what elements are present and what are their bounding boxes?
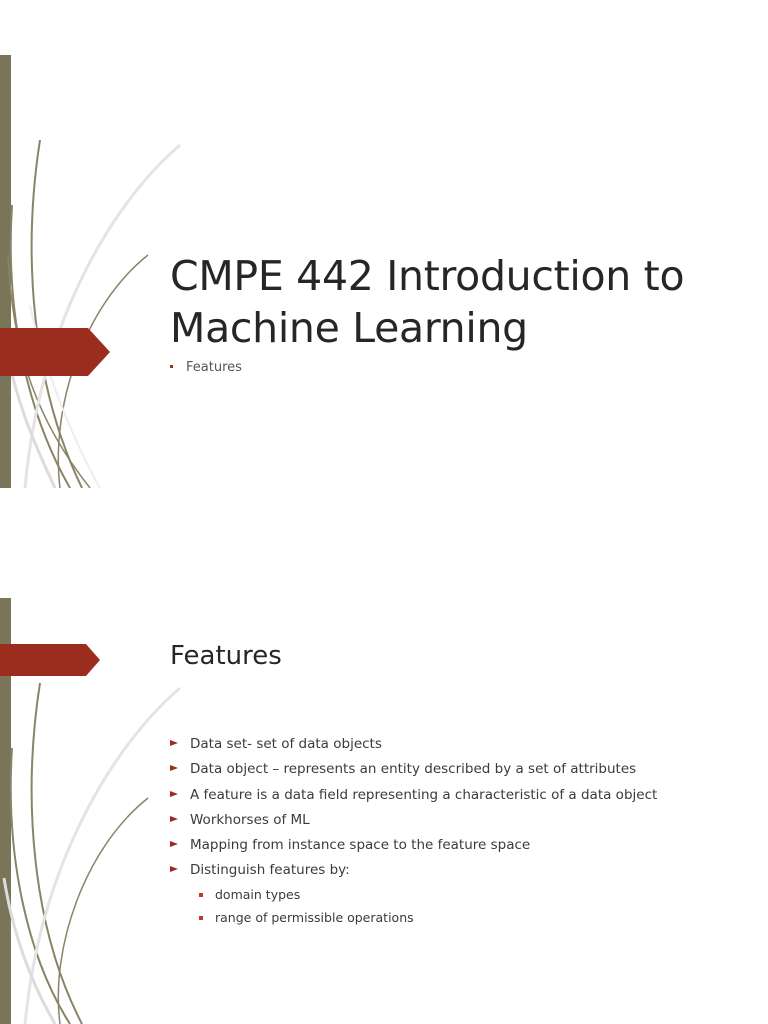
list-item [170,811,657,836]
list-item [170,786,657,811]
sub-bullet-list [199,886,414,932]
bullet-text: A feature is a data field representing a characteristic of a data object [190,786,658,803]
features-slide [0,598,768,1024]
sub-bullet-text: domain types [215,887,301,902]
heading-tab-flag [0,644,100,676]
bullet-text: Workhorses of ML [190,811,310,828]
bullet-text: Distinguish features by: [190,862,350,879]
slide-heading: Features [170,641,282,671]
slide-title: CMPE 442 Introduction to Machine Learning [170,252,685,352]
list-item [170,735,657,760]
bullet-list [170,735,657,887]
list-item [199,886,414,909]
arrow-bullet-icon [170,740,178,746]
bullet-text: Data set- set of data objects [190,736,382,752]
title-slide [0,55,768,488]
bullet-text: Mapping from instance space to the feature space [190,837,531,854]
list-item [170,760,657,785]
subtitle-text: Features [186,360,242,375]
list-item [170,836,657,861]
arrow-bullet-icon [170,791,178,797]
arrow-bullet-icon [170,816,178,822]
list-item [170,861,657,886]
arrow-bullet-icon [170,765,178,771]
bullet-text: Data object – represents an entity described by a set of attributes [190,761,637,778]
subtitle-bullet-icon [170,365,173,368]
list-item [199,909,414,932]
square-bullet-icon [199,893,203,897]
decorative-curves [0,55,190,488]
arrow-bullet-icon [170,841,178,847]
title-tab-flag [0,328,110,376]
sub-bullet-text: range of permissible operations [215,910,414,925]
square-bullet-icon [199,916,203,920]
slide-subtitle [170,360,242,375]
arrow-bullet-icon [170,866,178,872]
